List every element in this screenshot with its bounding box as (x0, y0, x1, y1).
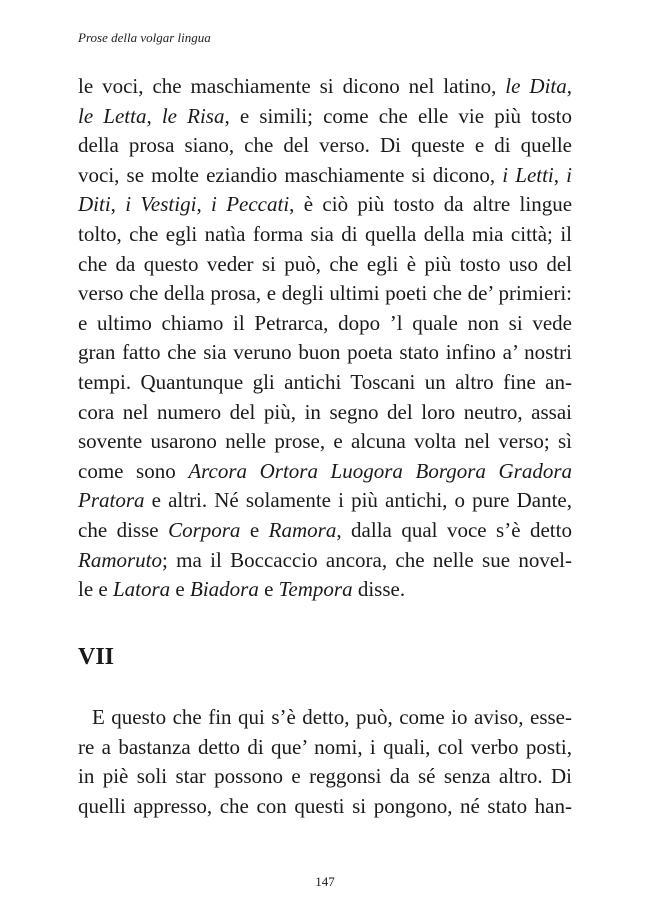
text-line (78, 398, 572, 428)
text-line (78, 220, 572, 250)
italic-term: i (566, 162, 572, 187)
italic-term: Biadora (190, 577, 259, 602)
italic-term: Ramoruto (78, 547, 162, 572)
text-run: , e simili; come che elle vie più tosto (224, 103, 573, 128)
text-line (78, 309, 572, 339)
paragraph-continued (78, 72, 572, 605)
text-run: come sono (78, 458, 189, 483)
text-line (78, 792, 572, 822)
text-run: , (566, 74, 572, 98)
section-heading: VII (78, 644, 115, 670)
text-run: disse. (352, 577, 406, 602)
text-run: e (170, 577, 190, 602)
text-line (78, 131, 572, 161)
text-run: verso che della prosa, e degli ultimi poeti che de’ primieri: (78, 281, 572, 306)
text-run: re a bastanza detto di que’ nomi, i quali, col verbo posti, (78, 734, 572, 759)
text-run: che disse (78, 517, 169, 542)
text-line (78, 762, 572, 792)
italic-term: Latora (112, 577, 171, 602)
text-run: tolto, che egli natìa forma sia di quella della mia città; il (78, 221, 572, 246)
italic-term: le Letta (78, 103, 147, 128)
page-number: 147 (315, 874, 335, 889)
text-run: sovente usarono nelle prose, e alcuna volta nel verso; sì (78, 429, 572, 454)
text-line (78, 72, 572, 102)
text-run: le e (78, 577, 113, 602)
italic-term: i Peccati (211, 192, 290, 217)
text-line (78, 733, 572, 763)
text-run: della prosa siano, che del verso. Di queste e di quelle (78, 133, 572, 158)
text-line (78, 703, 572, 733)
text-run: , è ciò più tosto da altre lingue (289, 192, 573, 217)
text-line (78, 102, 572, 132)
text-line (78, 338, 572, 368)
italic-term: Pratora (78, 488, 145, 513)
text-line (78, 427, 572, 457)
italic-term: Tempora (278, 577, 353, 602)
italic-term: le Dita (505, 74, 567, 98)
text-run: , (146, 103, 162, 128)
text-run: ; ma il Boccaccio ancora, che nelle sue novel- (162, 547, 572, 572)
text-run: e (258, 577, 279, 602)
italic-term: Corpora (168, 517, 241, 542)
text-run: che da questo veder si può, che egli è più tosto uso del (78, 251, 572, 276)
text-run: , (553, 162, 567, 187)
text-line (78, 161, 572, 191)
text-line (78, 279, 572, 309)
text-line (78, 457, 572, 487)
italic-term: i Letti (502, 162, 554, 187)
text-line (78, 546, 572, 576)
italic-term: Arcora Ortora Luogora Borgora Gradora (188, 458, 572, 483)
text-line (78, 250, 572, 280)
text-line (78, 575, 572, 605)
italic-term: i Vestigi (125, 192, 197, 217)
text-run: e ultimo chiamo il Petrarca, dopo ’l quale non si vede (78, 310, 572, 335)
text-run: e altri. Né solamente i più antichi, o pure Dante, (144, 488, 572, 513)
text-run: in piè soli star possono e reggonsi da sé senza altro. Di (78, 764, 572, 789)
text-run: le voci, che maschiamente si dicono nel latino, (78, 74, 506, 98)
text-run: quelli appresso, che con questi si pongono, né stato han- (78, 793, 572, 818)
text-run: E questo che fin qui s’è detto, può, come io aviso, esse- (92, 705, 572, 729)
italic-term: Ramora (268, 517, 337, 542)
text-run: cora nel numero del più, in segno del loro neutro, assai (78, 399, 572, 424)
text-line (78, 516, 572, 546)
text-line (78, 486, 572, 516)
italic-term: le Risa (161, 103, 225, 128)
text-run: voci, se molte eziandio maschiamente si dicono, (78, 162, 503, 187)
text-line (78, 368, 572, 398)
italic-term: Diti (78, 192, 111, 217)
text-run: e (240, 517, 269, 542)
text-run: tempi. Quantunque gli antichi Toscani un altro fine an- (78, 369, 572, 394)
text-run: , (196, 192, 212, 217)
text-run: , dalla qual voce s’è detto (336, 517, 572, 542)
running-head: Prose della volgar lingua (78, 30, 211, 45)
text-run: gran fatto che sia veruno buon poeta stato infino a’ nostri (78, 340, 572, 365)
paragraph-section-vii (78, 703, 572, 821)
text-run: , (110, 192, 126, 217)
text-line (78, 190, 572, 220)
